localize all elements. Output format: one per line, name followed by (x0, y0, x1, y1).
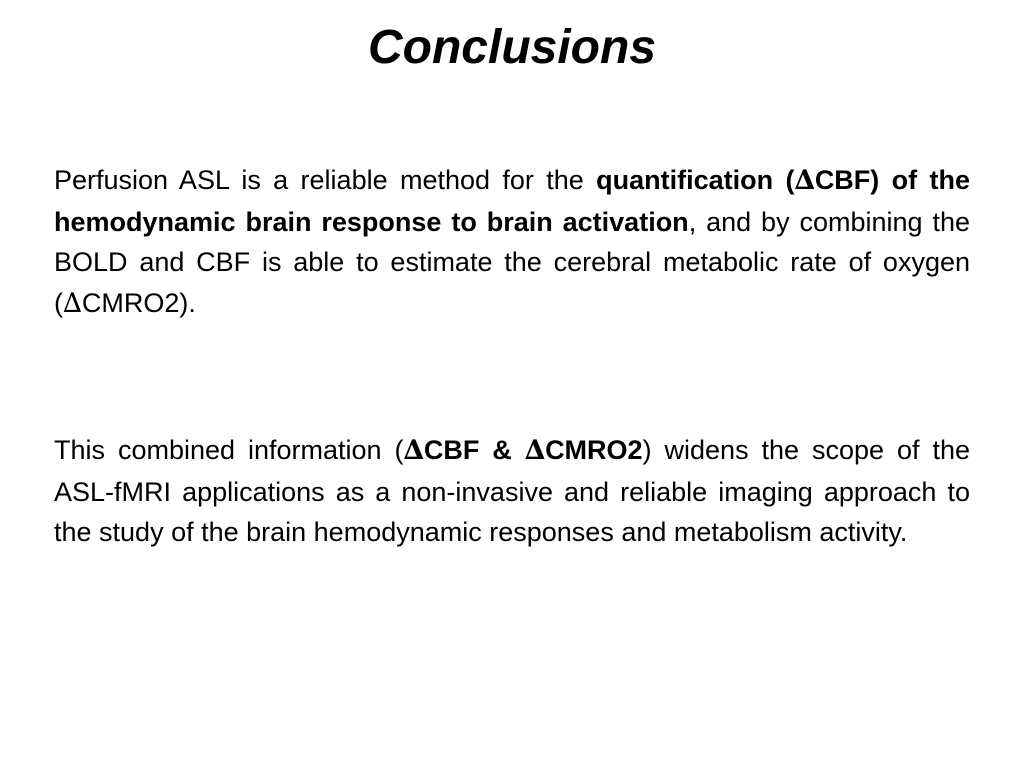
paragraph-2-bold-1-text: CBF & (423, 435, 525, 465)
paragraph-1-bold-1-text: quantification ( (596, 165, 795, 195)
slide-title: Conclusions (367, 21, 657, 74)
delta-symbol: ∆ (63, 287, 82, 319)
paragraph-1-text-1: Perfusion ASL is a reliable method for the (54, 165, 597, 195)
paragraph-1-bold-2-text: CBF) of the hemodynamic brain response to brain activation (54, 165, 970, 237)
paragraph-1-text-3: CMRO2). (81, 287, 196, 318)
paragraph-2-bold-2-text: CMRO2 (545, 435, 643, 465)
delta-symbol: ∆ (403, 435, 424, 466)
conclusion-paragraph-2 (54, 430, 970, 553)
delta-symbol: ∆ (524, 435, 546, 466)
paragraph-2-text-1: This combined information ( (54, 435, 404, 465)
conclusion-paragraph-1 (54, 160, 970, 324)
delta-symbol: ∆ (794, 165, 815, 196)
paragraph-2-text-2: ) widens the scope of the ASL-fMRI applications as a non-invasive and reliable imaging approach to the study of the brain hemodynamic responses and metabolism activity. (54, 435, 970, 547)
paragraph-1-text-2: , and by combining the BOLD and CBF is able to estimate the cerebral metabolic rate of oxygen ( (54, 206, 970, 318)
paragraph-2-bold (403, 435, 642, 465)
